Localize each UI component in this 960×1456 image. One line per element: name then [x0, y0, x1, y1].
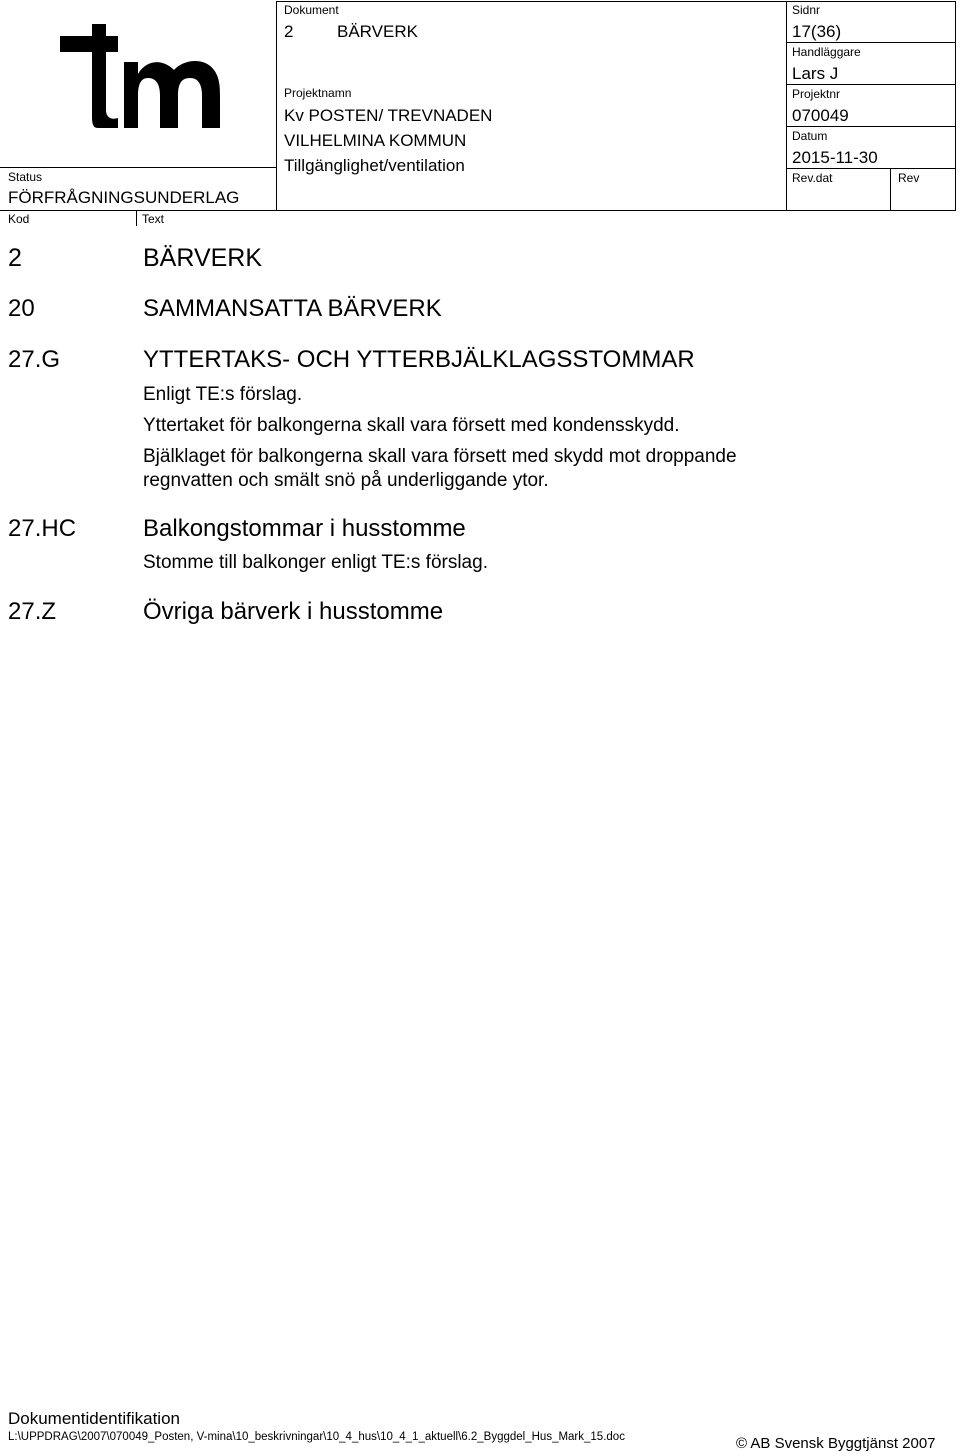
footer-label: Dokumentidentifikation	[8, 1409, 180, 1428]
dokument-label: Dokument	[284, 3, 339, 17]
revdat-label: Rev.dat	[792, 171, 833, 185]
s27z-title: Övriga bärverk i husstomme	[143, 598, 444, 625]
section-code: 20	[8, 295, 35, 322]
s27g-line-4: regnvatten och smält snö på underliggande ytor.	[143, 470, 549, 491]
projektnamn-line-3: Tillgänglighet/ventilation	[284, 156, 465, 175]
footer-path: L:\UPPDRAG\2007\070049_Posten, V-mina\10_beskrivningar\10_4_hus\10_4_1_aktuell\6.2_Byggdel_Hus_Mark_15.doc	[8, 1431, 625, 1443]
section-title: SAMMANSATTA BÄRVERK	[143, 295, 442, 322]
s27g-title: YTTERTAKS- OCH YTTERBJÄLKLAGSSTOMMAR	[143, 346, 695, 373]
footer-copyright: © AB Svensk Byggtjänst 2007	[736, 1435, 936, 1452]
sidnr-value: 17(36)	[792, 22, 842, 41]
projektnamn-line-2: VILHELMINA KOMMUN	[284, 131, 467, 150]
dokument-value: BÄRVERK	[337, 22, 418, 41]
text-label: Text	[142, 212, 165, 226]
s27z-code: 27.Z	[8, 598, 57, 625]
s27g-line-1: Enligt TE:s förslag.	[143, 384, 303, 405]
kod-label: Kod	[8, 212, 30, 226]
status-label: Status	[8, 170, 43, 184]
rev-label: Rev	[898, 171, 920, 185]
s27g-code: 27.G	[8, 346, 61, 373]
copyright-icon: ©	[736, 1435, 748, 1452]
s27hc-title: Balkongstommar i husstomme	[143, 515, 466, 542]
s27g-line-2: Yttertaket för balkongerna skall vara försett med kondensskydd.	[143, 415, 680, 436]
datum-label: Datum	[792, 129, 828, 143]
handlaggare-value: Lars J	[792, 64, 839, 83]
chapter-title: BÄRVERK	[143, 244, 263, 272]
chapter-code: 2	[8, 244, 22, 272]
projektnamn-line-1: Kv POSTEN/ TREVNADEN	[284, 106, 493, 125]
projektnr-value: 070049	[792, 106, 849, 125]
s27g-line-3: Bjälklaget för balkongerna skall vara försett med skydd mot droppande	[143, 446, 737, 467]
s27hc-line: Stomme till balkonger enligt TE:s förslag.	[143, 552, 488, 573]
sidnr-label: Sidnr	[792, 3, 821, 17]
handlaggare-label: Handläggare	[792, 45, 861, 59]
projektnr-label: Projektnr	[792, 87, 841, 101]
datum-value: 2015-11-30	[792, 148, 878, 167]
dokument-number: 2	[284, 22, 294, 41]
projektnamn-label: Projektnamn	[284, 86, 352, 100]
s27hc-code: 27.HC	[8, 515, 77, 542]
tm-logo	[58, 22, 230, 130]
status-value: FÖRFRÅGNINGSUNDERLAG	[8, 188, 240, 207]
